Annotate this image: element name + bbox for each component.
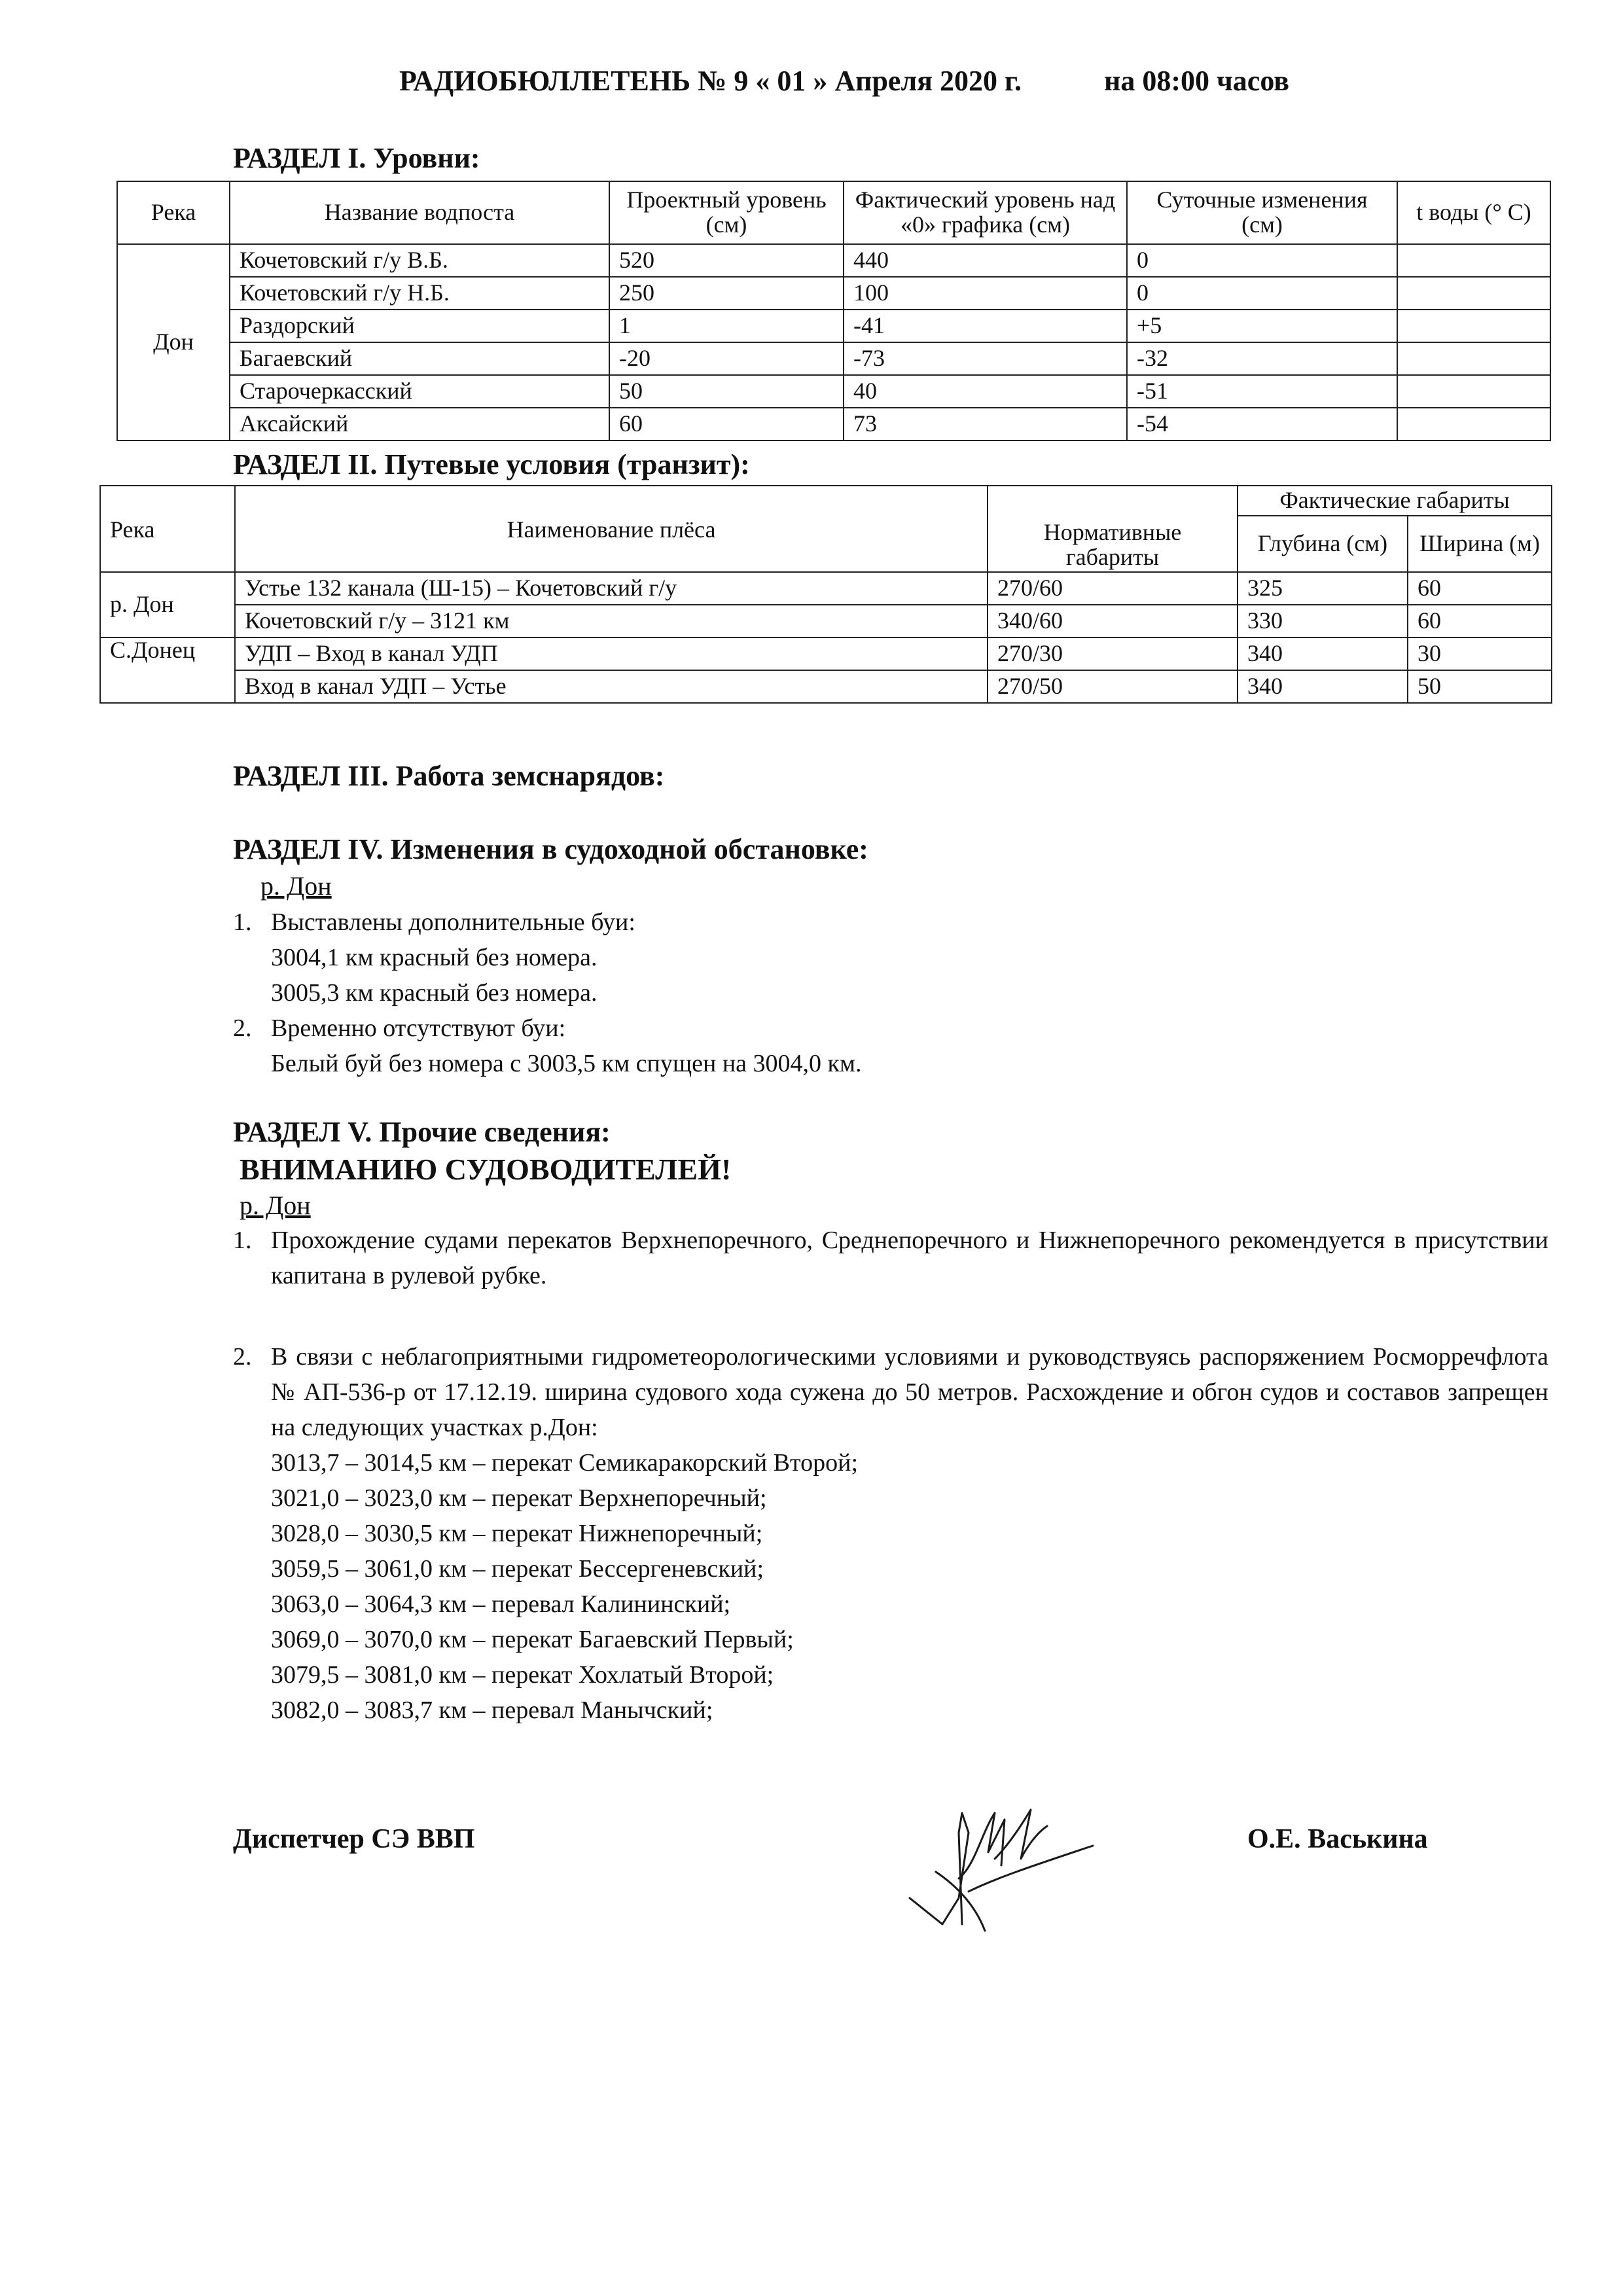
post-cell: Старочеркасский	[230, 375, 609, 408]
col-header-river: Река	[100, 486, 235, 572]
norm-dims-cell: 270/50	[988, 670, 1238, 703]
col-header-water-temp: t воды (° С)	[1397, 181, 1550, 244]
table-row	[117, 342, 1550, 375]
list-line: 3021,0 – 3023,0 км – перекат Верхнепоречный;	[271, 1484, 767, 1512]
depth-cell: 340	[1238, 670, 1408, 703]
list-item	[233, 905, 1280, 940]
transit-table	[99, 485, 1552, 704]
post-cell: Кочетовский г/у В.Б.	[230, 244, 609, 277]
norm-dims-cell: 270/30	[988, 637, 1238, 670]
actual-level-cell: 440	[844, 244, 1127, 277]
col-header-river: Река	[117, 181, 230, 244]
table-row	[117, 310, 1550, 342]
water-temp-cell	[1397, 408, 1550, 440]
signature-image	[897, 1793, 1099, 1944]
list-text: Выставлены дополнительные буи:	[271, 908, 635, 936]
water-temp-cell	[1397, 244, 1550, 277]
bulletin-header	[399, 64, 1289, 98]
table-row	[117, 375, 1550, 408]
daily-change-cell: 0	[1127, 244, 1397, 277]
transit-table-header	[100, 486, 1552, 516]
col-header-width: Ширина (м)	[1408, 516, 1552, 572]
section4-river: р. Дон	[260, 871, 332, 901]
attention-heading: ВНИМАНИЮ СУДОВОДИТЕЛЕЙ!	[240, 1153, 732, 1186]
section4-heading: РАЗДЕЛ IV. Изменения в судоходной обстановке:	[233, 833, 868, 865]
levels-table	[116, 181, 1551, 441]
actual-level-cell: -73	[844, 342, 1127, 375]
norm-dims-cell: 340/60	[988, 605, 1238, 637]
post-cell: Аксайский	[230, 408, 609, 440]
reach-cell: Устье 132 канала (Ш-15) – Кочетовский г/у	[235, 572, 988, 605]
col-header-depth: Глубина (см)	[1238, 516, 1408, 572]
post-cell: Раздорский	[230, 310, 609, 342]
list-line: 3059,5 – 3061,0 км – перекат Бессергеневский;	[271, 1555, 764, 1583]
table-row	[100, 637, 1552, 670]
actual-level-cell: 100	[844, 277, 1127, 310]
dispatcher-position: Диспетчер СЭ ВВП	[233, 1824, 475, 1854]
col-header-norm-dims: Нормативные габариты	[988, 486, 1238, 572]
design-level-cell: 250	[609, 277, 844, 310]
section3-heading: РАЗДЕЛ III. Работа земснарядов:	[233, 760, 665, 792]
list-item	[233, 1339, 1548, 1445]
design-level-cell: 60	[609, 408, 844, 440]
list-line: 3005,3 км красный без номера.	[271, 979, 597, 1007]
table-row	[100, 605, 1552, 637]
col-header-reach: Наименование плёса	[235, 486, 988, 572]
table-row	[117, 408, 1550, 440]
width-cell: 60	[1408, 605, 1552, 637]
water-temp-cell	[1397, 277, 1550, 310]
reach-cell: УДП – Вход в канал УДП	[235, 637, 988, 670]
col-header-actual-dims: Фактические габариты	[1238, 486, 1552, 516]
water-temp-cell	[1397, 342, 1550, 375]
list-line: 3063,0 – 3064,3 км – перевал Калининский;	[271, 1590, 731, 1618]
reach-cell: Вход в канал УДП – Устье	[235, 670, 988, 703]
depth-cell: 325	[1238, 572, 1408, 605]
list-spacer	[233, 1293, 1548, 1339]
list-line: 3028,0 – 3030,5 км – перекат Нижнепоречный;	[271, 1520, 763, 1547]
water-temp-cell	[1397, 375, 1550, 408]
actual-level-cell: 40	[844, 375, 1127, 408]
actual-level-cell: -41	[844, 310, 1127, 342]
river-cell: С.Донец	[100, 637, 235, 703]
table-row	[117, 277, 1550, 310]
actual-level-cell: 73	[844, 408, 1127, 440]
list-line: 3082,0 – 3083,7 км – перевал Манычский;	[271, 1696, 713, 1724]
table-row	[100, 670, 1552, 703]
reach-cell: Кочетовский г/у – 3121 км	[235, 605, 988, 637]
bulletin-title: РАДИОБЮЛЛЕТЕНЬ № 9 « 01 » Апреля 2020 г.	[399, 65, 1022, 97]
daily-change-cell: -54	[1127, 408, 1397, 440]
daily-change-cell: +5	[1127, 310, 1397, 342]
post-cell: Багаевский	[230, 342, 609, 375]
post-cell: Кочетовский г/у Н.Б.	[230, 277, 609, 310]
design-level-cell: 1	[609, 310, 844, 342]
col-header-actual-level: Фактический уровень над «0» графика (см)	[844, 181, 1127, 244]
section5-river: р. Дон	[240, 1191, 311, 1220]
width-cell: 30	[1408, 637, 1552, 670]
list-number: 2.	[233, 1343, 252, 1371]
list-line: 3079,5 – 3081,0 км – перекат Хохлатый Второй;	[271, 1661, 774, 1689]
section2-heading: РАЗДЕЛ II. Путевые условия (транзит):	[233, 448, 750, 480]
list-number: 2.	[233, 1014, 252, 1042]
width-cell: 60	[1408, 572, 1552, 605]
list-line: 3069,0 – 3070,0 км – перекат Багаевский Первый;	[271, 1626, 794, 1653]
list-line: 3013,7 – 3014,5 км – перекат Семикаракорский Второй;	[271, 1449, 859, 1477]
list-line: Белый буй без номера с 3003,5 км спущен на 3004,0 км.	[271, 1050, 862, 1077]
daily-change-cell: -32	[1127, 342, 1397, 375]
list-text: Временно отсутствуют буи:	[271, 1014, 566, 1042]
col-header-design-level: Проектный уровень (см)	[609, 181, 844, 244]
table-row	[100, 572, 1552, 605]
table-row	[117, 244, 1550, 277]
depth-cell: 330	[1238, 605, 1408, 637]
levels-table-header	[117, 181, 1550, 244]
water-temp-cell	[1397, 310, 1550, 342]
list-text: Прохождение судами перекатов Верхнепоречного, Среднепоречного и Нижнепоречного рекомендуется в присутствии капитана в рулевой рубке.	[271, 1227, 1548, 1289]
list-item	[233, 1223, 1548, 1293]
section4-list	[233, 905, 1280, 1081]
list-number: 1.	[233, 908, 252, 936]
list-text: В связи с неблагоприятными гидрометеорологическими условиями и руководствуясь распоряжением Росморречфлота № АП-536-р от 17.12.19. ширина судового хода сужена до 50 метров. Расхождение и обгон судов и составов запрещен на следующих участках р.Дон:	[271, 1343, 1548, 1441]
norm-dims-cell: 270/60	[988, 572, 1238, 605]
col-header-daily-change: Суточные изменения (см)	[1127, 181, 1397, 244]
section5-heading: РАЗДЕЛ V. Прочие сведения:	[233, 1116, 611, 1148]
daily-change-cell: -51	[1127, 375, 1397, 408]
section5-list	[233, 1223, 1548, 1728]
list-item	[233, 1011, 1280, 1046]
design-level-cell: 520	[609, 244, 844, 277]
list-line: 3004,1 км красный без номера.	[271, 944, 597, 971]
section1-heading: РАЗДЕЛ I. Уровни:	[233, 142, 480, 174]
design-level-cell: 50	[609, 375, 844, 408]
daily-change-cell: 0	[1127, 277, 1397, 310]
col-header-post: Название водпоста	[230, 181, 609, 244]
depth-cell: 340	[1238, 637, 1408, 670]
design-level-cell: -20	[609, 342, 844, 375]
river-cell: Дон	[117, 244, 230, 440]
list-number: 1.	[233, 1227, 252, 1254]
bulletin-time: на 08:00 часов	[1103, 65, 1289, 97]
river-cell: р. Дон	[100, 572, 235, 637]
dispatcher-name: О.Е. Васькина	[1247, 1824, 1428, 1854]
width-cell: 50	[1408, 670, 1552, 703]
